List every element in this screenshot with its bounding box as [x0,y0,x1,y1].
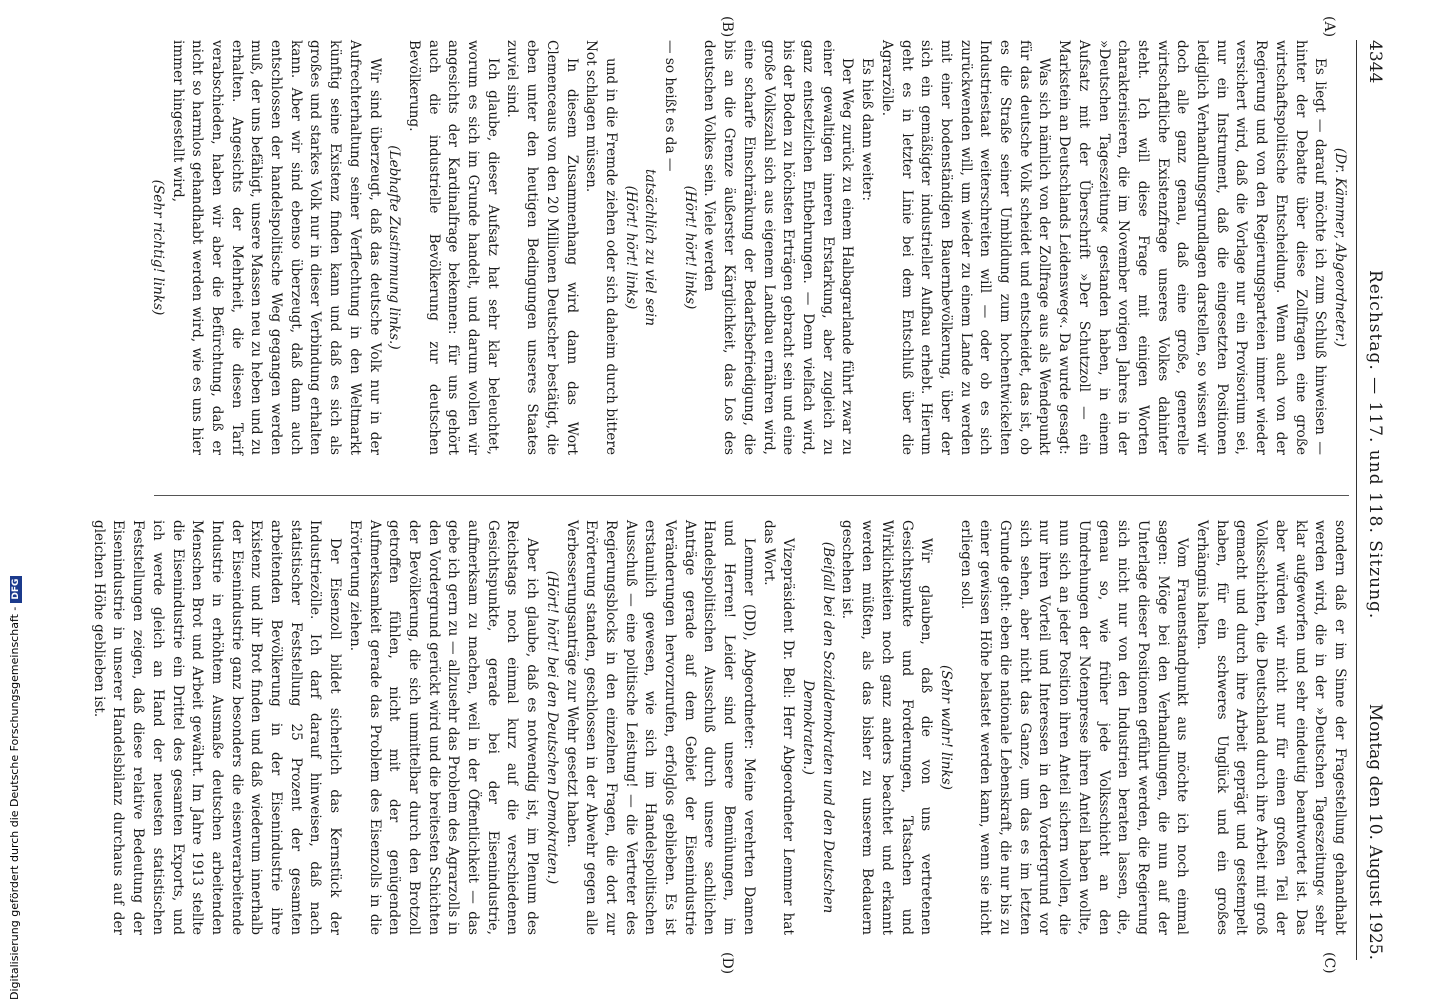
page-header [1357,40,1385,960]
page-title: Reichstag. — 117. und 118. Sitzung. [1365,270,1385,620]
paragraph: — so heißt es da — [662,40,679,172]
margin-mark-d: (D) [719,952,735,975]
margin-mark-b: (B) [719,16,735,38]
dfg-logo: DFG [10,576,22,603]
interjection: (Sehr richtig! links) [149,179,166,316]
paragraph: In diesem Zusammenhang wird dann das Wort Clemenceaus von den 20 Millionen Deutscher bestätigt, die eben unter den heutigen Bedingungen unseres Staates zuviel sind. [504,40,580,455]
quote-paragraph: und in die Fremde ziehen oder sich daheim durch bittere Not schlagen müssen. [583,40,619,455]
paragraph: Aber ich glaube, daß es notwendig ist, im Plenum des Reichstags noch einmal kurz auf die verschiedenen Gesichtspunkte, gerade bei der Eisenindustrie, aufmerksam zu machen, weil in der Öffentlichkeit — das gebe ich gern zu — allzusehr das Problem des Agrarzolls in den Vordergrund gerückt wird und die breitesten Schichten der Bevölkerung, die sich unmittelbar durch den Brotzoll getroffen fühlen, nicht mit der genügenden Aufmerksamkeit gerade das Problem des Eisenzolls in die Erörterung ziehen. [346,520,541,935]
quote-paragraph: tatsächlich zu viel sein [642,169,659,326]
digitization-footer [8,576,22,1000]
session-date: Montag den 10. August 1925. [1365,703,1385,960]
paragraph: Es hieß dann weiter: [859,58,876,202]
rotated-page [90,0,1415,1000]
right-column [88,520,1349,935]
interjection: (Hört! hört! links) [681,185,698,310]
paragraph: Ich glaube, dieser Aufsatz hat sehr klar beleuchtet, worum es sich im Grunde handelt, und darum wollen wir angesichts der Kardinalfrage bekennen: für uns gehört auch die industrielle Bevölkerung zur deutschen Bevölkerung. [405,40,501,455]
margin-mark-a: (A) [1321,16,1337,38]
interjection: (Sehr wahr! links) [937,665,954,790]
quote-paragraph: Was sich nämlich von der Zollfrage aus als Wendepunkt für das deutsche Volk scheidet und entscheidet, das ist, ob es die Straße seiner Umbildung zum hochentwickelten Industriestaat weiterschreiten will — oder ob es sich zurückwenden will, um wieder zu einem Lande zu werden mit einer bodenständigen Bauernbevölkerung, über der sich ein gemäßigter industrieller Aufbau erhebt. Hierum geht es in letzter Linie bei dem Entschluß über die Agrarzölle. [878,40,1053,455]
left-column [147,40,1349,455]
interjection: (Hört! hört! bei den Deutschen Demokraten.) [543,570,560,885]
paragraph: Der Eisenzoll bildet sicherlich das Kernstück der Industriezölle. Ich darf darauf hinweisen, daß nach statistischer Feststellung 25 Prozent der gesamten arbeitenden Bevölkerung in der Eisenindustrie ihre Existenz und ihr Brot finden und daß wiederum innerhalb der Eisenindustrie ganz besonders die eisenverarbeitende Industrie in erhöhtem Ausmaße deutschen arbeitenden Menschen Brot und Arbeit gewährt. Im Jahre 1913 stellte die Eisenindustrie ein Drittel des gesamten Exports, und ich werde gleich an Hand der neuesten statistischen Feststellungen zeigen, daß diese relative Bedeutung der Eisenindustrie in unserer Handelsbilanz durchaus auf der gleichen Höhe geblieben ist. [90,520,344,935]
paragraph: Lemmer (DD), Abgeordneter: Meine verehrten Damen und Herren! Leider sind unsere Bemühungen, im Handelspolitischen Ausschuß durch unsere sachlichen Anträge gerade auf dem Gebiet der Eisenindustrie Veränderungen hervorzurufen, erfolglos geblieben. Es ist erstaunlich gewesen, wie sich im Handelspolitischen Ausschuß — eine politische Leistung! — die Vertreter des Regierungsblocks in den einzelnen Fragen, die dort zur Erörterung standen, geschlossen in der Abwehr gegen alle Verbesserungsanträge zur Wehr gesetzt haben. [563,520,757,935]
paragraph: Vom Frauenstandpunkt aus möchte ich noch einmal sagen: Möge bei den Verhandlungen, die nun auf der Unterlage dieser Positionen geführt werden, die Regierung sich nicht nur von den Industrien beraten lassen, die, genau so, wie früher jede Volksschicht an den Umdrehungen der Notenpresse ihren Anteil haben wollte, nun sich an jeder Position ihren Anteil sichern wollen, die nur ihren Vorteil und Interessen in den Vordergrund vor sich sehen, aber nicht das Ganze, um das es im letzten Grunde geht: eben die nationale Lebenskraft, die nur bis zu einer gewissen Höhe belastet werden kann, wenn sie nicht erliegen soll. [957,520,1191,935]
paragraph: Vizepräsident Dr. Bell: Herr Abgeordneter Lemmer hat das Wort. [760,520,797,935]
footer-text: Digitalisierung gefördert durch die Deutsche Forschungsgemeinschaft - [8,606,21,1000]
interjection: (Lebhafte Zustimmung links.) [386,145,403,350]
header-rule [1356,40,1357,960]
paragraph: Wir glauben, daß die von uns vertretenen Gesichtspunkte und Forderungen, Tatsachen und Wirklichkeiten noch ganz anders beachtet und erkannt werden müßten, als das bisher zu unserem Bedauern geschehen ist. [839,520,935,935]
paragraph: sondern daß er im Sinne der Fragestellung gehandhabt werden wird, die in der »Deutschen Tageszeitung« sehr klar aufgeworfen und sehr eindeutig beantwortet ist. Das aber würden wir nicht nur für einen großen Teil der Volksschichten, die Deutschland durch ihre Arbeit mit groß gemacht und durch ihre Arbeit geprägt und gestempelt haben, für ein schweres Unglück und ein großes Verhängnis halten. [1194,520,1348,935]
column-divider [154,495,1349,496]
speaker-note: (Dr. Kämmer, Abgeordneter.) [1332,147,1348,348]
paragraph: Es liegt — darauf möchte ich zum Schluß hinweisen — hinter der Debatte über diese Zollfragen eine große wirtschaftspolitische Entscheidung. Wenn auch von der Regierung und von den Regierungsparteien immer wieder versichert wird, daß die Vorlage nur ein Provisorium sei, nur ein Instrument, daß die eingesetzten Positionen lediglich Verhandlungsgrundlagen darstellen, so wissen wir doch alle ganz genau, daß eine große, generelle wirtschaftliche Existenzfrage unseres Volkes dahinter steht. Ich will diese Frage mit einigen Worten charakterisieren, die im November vorigen Jahres in der »Deutschen Tageszeitung« gestanden haben, in einem Aufsatz mit der Überschrift »Der Schutzzoll — ein Markstein an Deutschlands Leidensweg«. Da wurde gesagt: [1056,40,1329,455]
page-number: 4344 [1365,40,1385,84]
quote-paragraph: Der Weg zurück zu einem Halbagrarlande führt zwar zu einer gewaltigen inneren Erstarkung, aber zugleich zu ganz entsetzlichen Entbehrungen. — Denn vielfach wird, bis der Boden zu höchsten Erträgen gebracht sein und eine große Volkszahl sich aus eigenem Landbau ernähren wird, eine scharfe Einschränkung der Bedarfsbefriedigung, die bis an die Grenze äußerster Kärglichkeit, das Los des deutschen Volkes sein. Viele werden [701,40,856,455]
interjection: (Hört! hört! links) [622,185,639,310]
paragraph: Wir sind überzeugt, daß das deutsche Volk nur in der Aufrechterhaltung seiner Verflechtung in den Weltmarkt künftig seine Existenz finden kann und daß es sich als großes und starkes Volk nur in dieser Verbindung erhalten kann. Aber wir sind ebenso überzeugt, daß dann auch entschlossen der handelspolitische Weg gegangen werden muß, der uns befähigt, unsere Massen neu zu heben und zu erhalten. Angesichts der Mehrheit, die diesen Tarif verabschieden, haben wir aber die Befürchtung, daß er nicht so harmlos gehandhabt werden wird, wie es uns hier immer hingestellt wird, [169,40,383,455]
margin-mark-c: (C) [1321,952,1337,974]
interjection: (Beifall bei den Sozialdemokraten und den Deutschen Demokraten.) [800,541,836,914]
